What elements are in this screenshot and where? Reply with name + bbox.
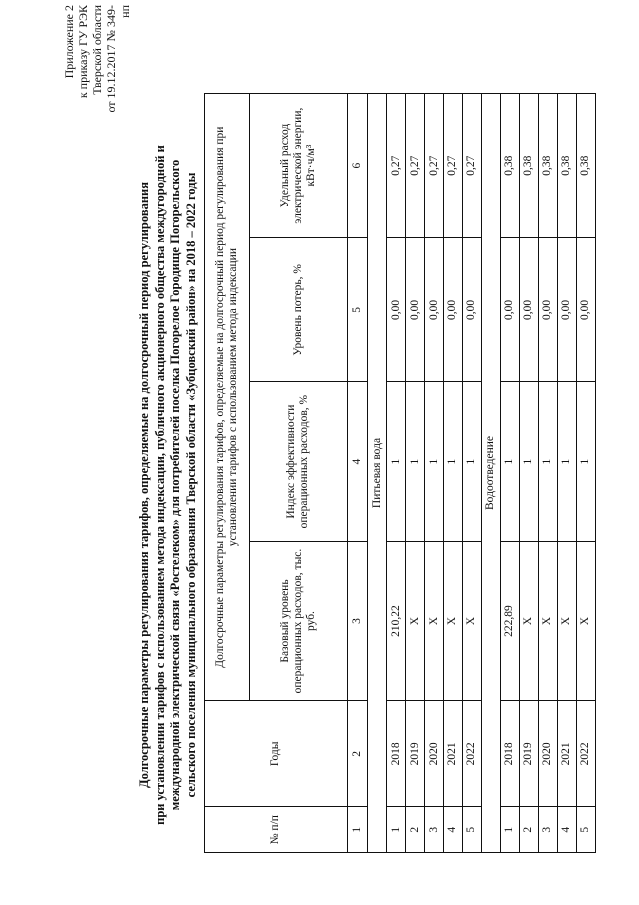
row-number: 2 [519,807,538,853]
row-year: 2022 [576,701,595,807]
row-loss-level: 0,00 [557,238,576,382]
row-energy-consumption: 0,27 [387,94,406,238]
row-loss-level: 0,00 [425,238,444,382]
row-year: 2018 [500,701,519,807]
table-row [425,94,444,853]
row-loss-level: 0,00 [444,238,463,382]
section-title-row [481,94,500,853]
column-number-row [347,94,367,853]
row-energy-consumption: 0,27 [425,94,444,238]
row-base-cost: Х [538,541,557,700]
header-group: Долгосрочные параметры регулирования тарифов, определяемые на долгосрочный период регулирования при установлении тарифов с использованием метода индексации [205,94,250,701]
row-base-cost: 210,22 [387,541,406,700]
row-base-cost: Х [462,541,481,700]
table-row [519,94,538,853]
row-loss-level: 0,00 [406,238,425,382]
row-number: 1 [387,807,406,853]
title-line-3: международной электрической связи «Ростелеком» для потребителей поселка Погорелое Городище Погорельского [168,159,182,811]
row-number: 1 [500,807,519,853]
table-row [387,94,406,853]
section-title: Питьевая вода [368,94,387,853]
row-base-cost: Х [519,541,538,700]
row-number: 4 [557,807,576,853]
tariff-parameters-table [204,93,596,853]
row-year: 2019 [406,701,425,807]
row-base-cost: Х [444,541,463,700]
row-year: 2020 [538,701,557,807]
row-loss-level: 0,00 [576,238,595,382]
table-row [538,94,557,853]
section-title-row [368,94,387,853]
table-row [462,94,481,853]
row-year: 2021 [557,701,576,807]
table-row [557,94,576,853]
document-title [137,105,199,865]
row-loss-level: 0,00 [500,238,519,382]
row-efficiency-index: 1 [557,382,576,541]
table-row [576,94,595,853]
row-loss-level: 0,00 [387,238,406,382]
row-efficiency-index: 1 [387,382,406,541]
row-loss-level: 0,00 [462,238,481,382]
row-base-cost: Х [557,541,576,700]
appendix-line-3: от 19.12.2017 № 349-нп [104,5,132,113]
header-loss-level: Уровень потерь, % [249,238,347,382]
col-number: 4 [347,382,367,541]
row-number: 4 [444,807,463,853]
row-efficiency-index: 1 [444,382,463,541]
header-base-cost: Базовый уровень операционных расходов, тыс. руб. [249,541,347,700]
row-energy-consumption: 0,38 [576,94,595,238]
row-energy-consumption: 0,38 [557,94,576,238]
appendix-line-2: к приказу ГУ РЭК Тверской области [76,5,104,99]
row-number: 3 [538,807,557,853]
col-number: 6 [347,94,367,238]
row-base-cost: 222,89 [500,541,519,700]
appendix-line-1: Приложение 2 [62,5,76,79]
row-efficiency-index: 1 [500,382,519,541]
row-energy-consumption: 0,38 [500,94,519,238]
header-row-group [205,94,250,853]
appendix-note [62,5,132,125]
header-efficiency-index: Индекс эффективности операционных расходов, % [249,382,347,541]
row-energy-consumption: 0,27 [444,94,463,238]
row-base-cost: Х [576,541,595,700]
row-year: 2018 [387,701,406,807]
row-base-cost: Х [406,541,425,700]
col-number: 2 [347,701,367,807]
row-energy-consumption: 0,27 [462,94,481,238]
row-efficiency-index: 1 [406,382,425,541]
row-base-cost: Х [425,541,444,700]
row-energy-consumption: 0,38 [538,94,557,238]
row-year: 2020 [425,701,444,807]
title-line-1: Долгосрочные параметры регулирования тарифов, определяемые на долгосрочный период регулирования [137,182,151,789]
row-efficiency-index: 1 [538,382,557,541]
row-efficiency-index: 1 [576,382,595,541]
header-energy-consumption: Удельный расход электрической энергии, кВт·ч/м³ [249,94,347,238]
section-title: Водоотведение [481,94,500,853]
title-line-4: сельского поселения муниципального образования Тверской области «Зубцовский район» на 2018 – 2022 годы [183,172,198,798]
col-number: 1 [347,807,367,853]
table-row [444,94,463,853]
row-energy-consumption: 0,27 [406,94,425,238]
row-number: 5 [462,807,481,853]
row-year: 2022 [462,701,481,807]
col-number: 5 [347,238,367,382]
header-num: № п/п [205,807,348,853]
table-row [406,94,425,853]
row-efficiency-index: 1 [519,382,538,541]
row-loss-level: 0,00 [519,238,538,382]
row-number: 3 [425,807,444,853]
table-row [500,94,519,853]
row-number: 2 [406,807,425,853]
row-loss-level: 0,00 [538,238,557,382]
col-number: 3 [347,541,367,700]
header-years: Годы [205,701,348,807]
row-efficiency-index: 1 [462,382,481,541]
row-energy-consumption: 0,38 [519,94,538,238]
row-efficiency-index: 1 [425,382,444,541]
row-year: 2019 [519,701,538,807]
row-number: 5 [576,807,595,853]
row-year: 2021 [444,701,463,807]
title-line-2: при установлении тарифов с использованием метода индексации, публичного акционерного общества междугородной и [152,145,167,825]
